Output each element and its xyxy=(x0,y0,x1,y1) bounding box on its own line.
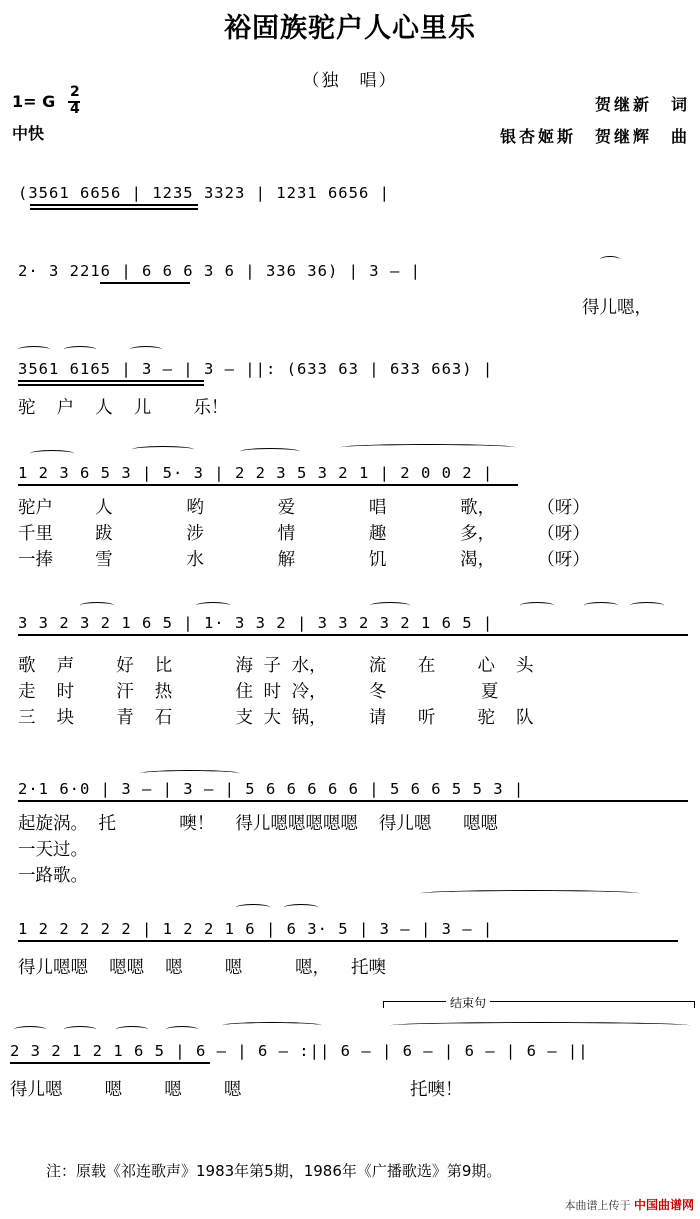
lyric-line-6-verse-2: 一天过。 xyxy=(18,840,88,860)
lyric-line-2: 得儿嗯， xyxy=(582,298,652,318)
score-line-1-notes: (3561 6656 | 1235 3323 | 1231 6656 | xyxy=(18,184,390,202)
slur-arc xyxy=(80,602,114,609)
slur-arc xyxy=(520,602,554,609)
score-line-3-notes: 3561 6165 | 3 – | 3 – ||: (633 63 | 633 663) | xyxy=(18,360,494,378)
slur-arc xyxy=(130,346,162,353)
lyric-line-3: 驼 户 人 儿 乐！ xyxy=(18,398,229,418)
slur-arc xyxy=(18,346,50,353)
tempo-marking: 中快 xyxy=(12,124,45,143)
beam-line xyxy=(30,208,198,210)
beam-line xyxy=(10,1062,210,1064)
ending-section-label: 结束句 xyxy=(446,994,490,1011)
slur-arc xyxy=(64,1026,96,1033)
lyric-line-4-verse-1: 驼户 人 哟 爱 唱 歌， （呀） xyxy=(18,498,590,518)
slur-arc xyxy=(240,448,300,455)
score-line-7-notes: 1 2 2 2 2 2 | 1 2 2 1 6 | 6 3· 5 | 3 – | 3 – | xyxy=(18,920,494,938)
slur-arc xyxy=(30,450,74,457)
beam-line xyxy=(18,384,204,386)
slur-arc xyxy=(630,602,664,609)
score-line-2-notes: 2· 3 2216 | 6 6 6 3 6 | 336 36) | 3 – | xyxy=(18,262,421,280)
page-title: 裕固族驼户人心里乐 xyxy=(224,13,476,44)
beam-line xyxy=(18,484,518,486)
beam-line xyxy=(18,380,204,382)
score-line-8-notes: 2 3 2 1 2 1 6 5 | 6 – | 6 – :|| 6 – | 6 – | 6 – | 6 – || xyxy=(10,1042,589,1060)
footnote: 注：原载《祁连歌声》1983年第5期，1986年《广播歌选》第9期。 xyxy=(46,1162,502,1180)
score-line-6-notes: 2·1 6·0 | 3 – | 3 – | 5 6 6 6 6 6 | 5 6 6 5 5 3 | xyxy=(18,780,525,798)
time-signature-numerator: 2 xyxy=(70,84,80,100)
slur-arc xyxy=(340,444,516,451)
time-signature-denominator: 4 xyxy=(70,101,80,117)
lyric-line-7: 得儿嗯嗯 嗯嗯 嗯 嗯 嗯， 托噢 xyxy=(18,958,387,978)
tie-arc xyxy=(390,1022,690,1029)
fermata-icon xyxy=(600,256,620,263)
lyric-line-6-verse-3: 一路歌。 xyxy=(18,866,88,886)
score-line-4-notes: 1 2 3 6 5 3 | 5· 3 | 2 2 3 5 3 2 1 | 2 0 0 2 | xyxy=(18,464,494,482)
slur-arc xyxy=(140,770,240,777)
slur-arc xyxy=(132,446,194,453)
slur-arc xyxy=(64,346,96,353)
ending-section-bracket xyxy=(383,1001,695,1008)
tie-arc xyxy=(222,1022,322,1029)
slur-arc xyxy=(166,1026,198,1033)
lyric-line-4-verse-3: 一捧 雪 水 解 饥 渴， （呀） xyxy=(18,550,590,570)
score-line-5-notes: 3 3 2 3 2 1 6 5 | 1· 3 3 2 | 3 3 2 3 2 1 6 5 | xyxy=(18,614,494,632)
lyric-line-5-verse-3: 三 块 青 石 支 大 锅， 请 听 驼 队 xyxy=(18,708,534,728)
tie-arc xyxy=(420,890,640,897)
slur-arc xyxy=(236,904,270,911)
lyric-line-6-verse-1: 起旋涡。 托 噢！ 得儿嗯嗯嗯嗯嗯 得儿嗯 嗯嗯 xyxy=(18,814,499,834)
key-signature: 1= G xyxy=(12,92,56,111)
composer-credit: 银杏姬斯 贺继辉 曲 xyxy=(499,127,690,146)
slur-arc xyxy=(370,602,410,609)
lyric-line-5-verse-2: 走 时 汗 热 住 时 冷， 冬 夏 xyxy=(18,682,499,702)
slur-arc xyxy=(14,1026,46,1033)
beam-line xyxy=(100,282,190,284)
site-logo: 中国曲谱网 xyxy=(633,1198,694,1212)
slur-arc xyxy=(196,602,230,609)
beam-line xyxy=(18,634,688,636)
beam-line xyxy=(30,204,198,206)
beam-line xyxy=(18,800,688,802)
source-watermark xyxy=(564,1196,694,1213)
lyricist-credit: 贺继新 词 xyxy=(594,95,690,114)
lyric-line-5-verse-1: 歌 声 好 比 海 子 水， 流 在 心 头 xyxy=(18,656,534,676)
slur-arc xyxy=(584,602,618,609)
lyric-line-4-verse-2: 千里 跋 涉 情 趣 多， （呀） xyxy=(18,524,590,544)
performance-type: （独 唱） xyxy=(302,71,398,91)
watermark-prefix: 本曲谱上传于 xyxy=(564,1199,631,1212)
slur-arc xyxy=(116,1026,148,1033)
beam-line xyxy=(18,940,678,942)
slur-arc xyxy=(284,904,318,911)
lyric-line-8: 得儿嗯 嗯 嗯 嗯 托噢！ xyxy=(10,1080,463,1100)
